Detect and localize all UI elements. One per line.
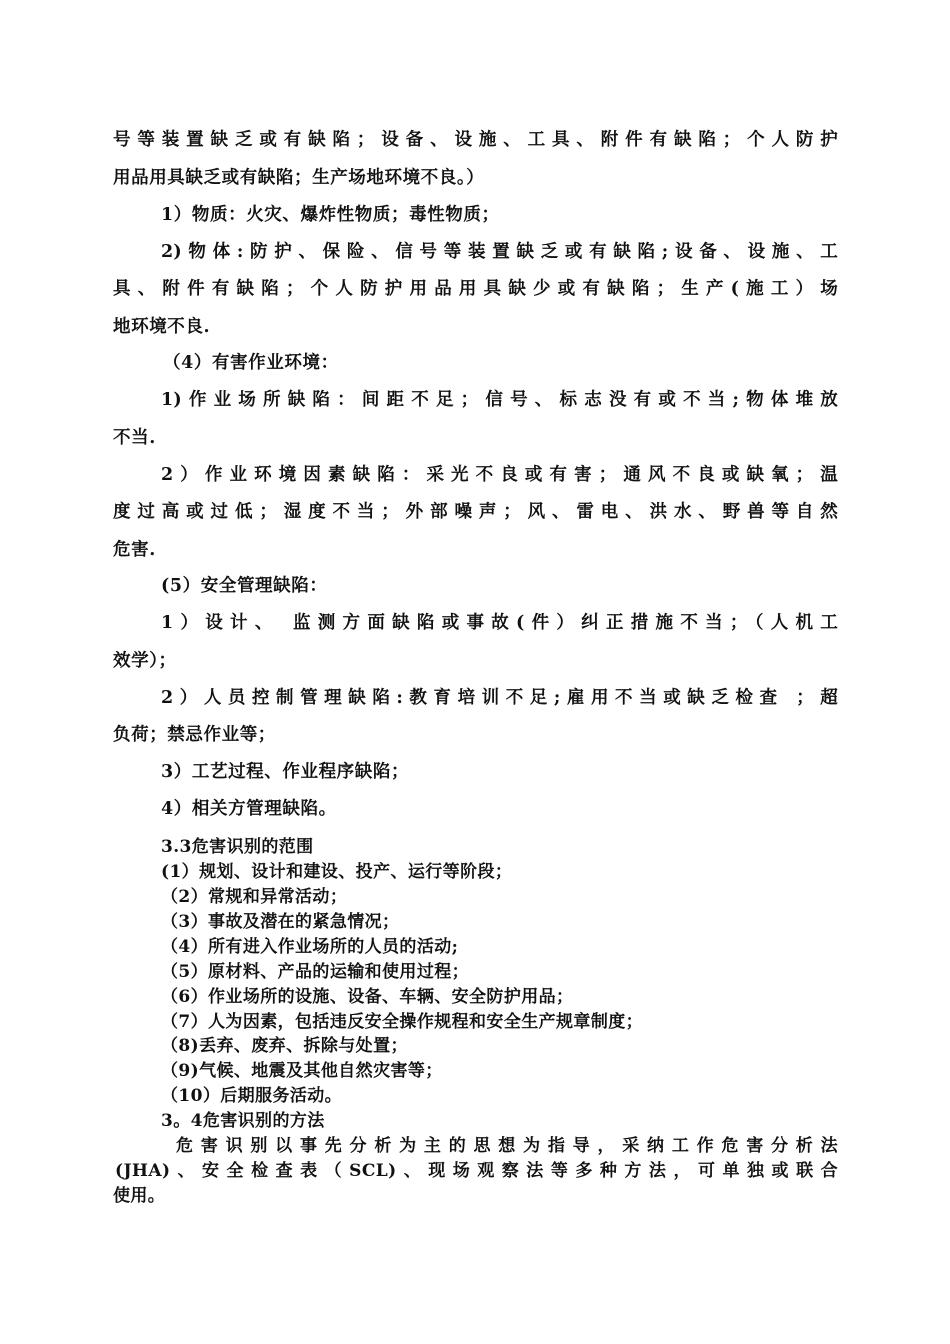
list-item: 2）作业环境因素缺陷：采光不良或有害；通风不良或缺氧；温 [161,465,838,485]
paragraph-line: 危害. [113,540,156,560]
list-item: 1）物质：火灾、爆炸性物质；毒性物质； [161,205,500,225]
scope-item: （6）作业场所的设施、设备、车辆、安全防护用品； [161,987,574,1007]
paragraph-line: 度过高或过低；湿度不当；外部噪声；风、雷电、洪水、野兽等自然 [113,502,838,522]
scope-item: (1）规划、设计和建设、投产、运行等阶段； [161,862,513,882]
paragraph-line: 号等装置缺乏或有缺陷；设备、设施、工具、附件有缺陷；个人防护 [113,130,838,150]
scope-item: （4）所有进入作业场所的人员的活动; [161,937,459,957]
section-title: 3.3危害识别的范围 [161,837,314,857]
paragraph-line: 负荷；禁忌作业等； [113,725,276,745]
section-title: 3。4危害识别的方法 [161,1111,325,1131]
scope-item: （2）常规和异常活动； [161,887,348,907]
scope-item: （9)气候、地震及其他自然灾害等； [161,1061,443,1081]
section-heading: （4）有害作业环境： [163,353,339,373]
list-item: 1)作业场所缺陷：间距不足；信号、标志没有或不当;物体堆放 [161,390,838,410]
scope-item: （3）事故及潜在的紧急情况； [161,912,400,932]
paragraph-line: 不当. [113,428,156,448]
list-item: 2）人员控制管理缺陷:教育培训不足;雇用不当或缺乏检查 ；超 [161,688,838,708]
list-item: 1）设计、 监测方面缺陷或事故(件）纠正措施不当；（人机工 [161,613,838,633]
scope-item: （10）后期服务活动。 [161,1086,343,1106]
scope-item: （5）原材料、产品的运输和使用过程； [161,962,470,982]
section-heading: (5）安全管理缺陷： [161,576,328,596]
list-item: 2)物体:防护、保险、信号等装置缺乏或有缺陷;设备、设施、工 [161,242,838,262]
paragraph-line: 使用。 [113,1186,166,1206]
scope-item: （7）人为因素，包括违反安全操作规程和安全生产规章制度； [161,1012,644,1032]
scope-item: （8)丢弃、废弃、拆除与处置； [161,1036,408,1056]
paragraph-line: 危害识别以事先分析为主的思想为指导，采纳工作危害分析法 [176,1136,838,1156]
list-item: 3）工艺过程、作业程序缺陷； [161,762,410,782]
paragraph-line: 用品用具缺乏或有缺陷；生产场地环境不良。） [113,168,485,188]
paragraph-line: 具、附件有缺陷；个人防护用品用具缺少或有缺陷；生产(施工）场 [113,279,838,299]
paragraph-line: (JHA)、安全检查表（SCL)、现场观察法等多种方法，可单独或联合 [115,1161,838,1181]
paragraph-line: 效学）； [113,651,177,671]
list-item: 4）相关方管理缺陷。 [161,799,337,819]
paragraph-line: 地环境不良. [113,317,211,337]
